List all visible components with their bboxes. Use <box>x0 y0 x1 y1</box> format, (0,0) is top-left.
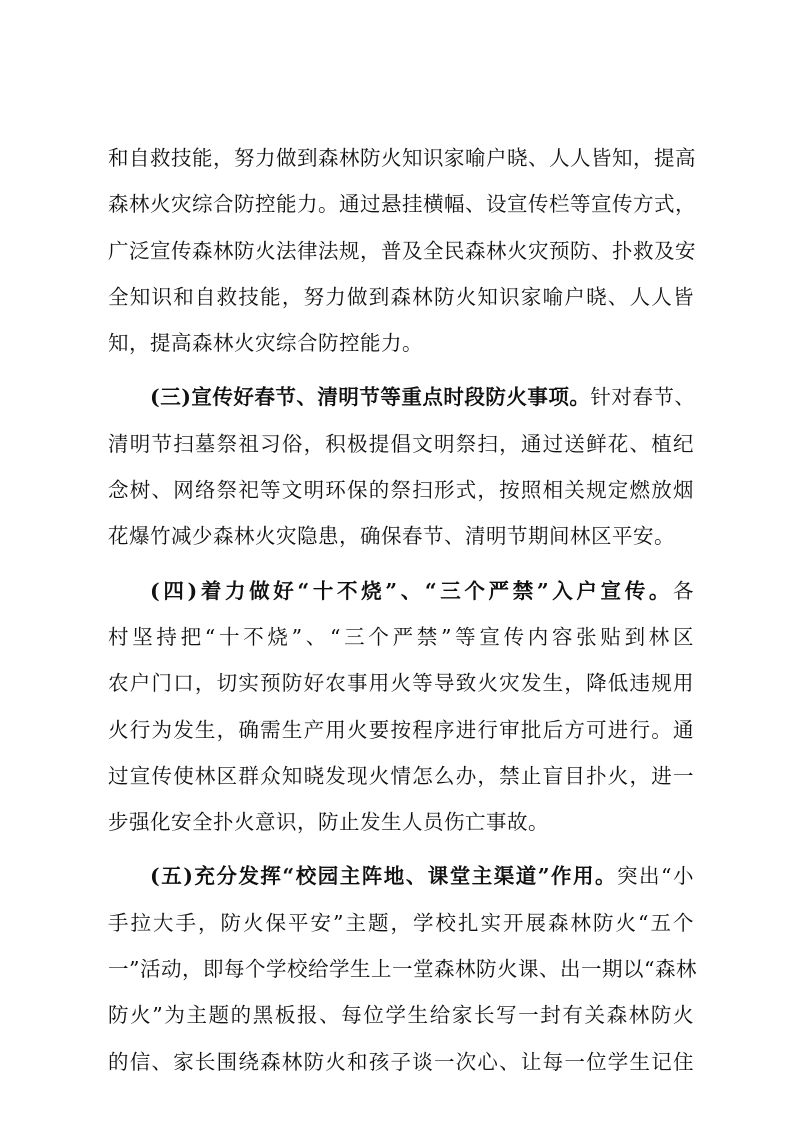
text-line: 村坚持把“十不烧”、“三个严禁”等宣传内容张贴到林区 <box>108 624 694 649</box>
text-line: 防火”为主题的黑板报、每位学生给家长写一封有关森林防火 <box>108 1003 694 1028</box>
document-page <box>108 135 697 1093</box>
text-line: 手拉大手，防火保平安”主题，学校扎实开展森林防火“五个 <box>108 910 694 935</box>
text-line: 花爆竹减少森林火灾隐患，确保春节、清明节期间林区平安。 <box>108 524 675 549</box>
paragraph-2 <box>108 374 694 559</box>
text-line: 广泛宣传森林防火法律法规，普及全民森林火灾预防、扑救及安 <box>108 238 696 263</box>
section-heading-5: (五)充分发挥“校园主阵地、课堂主渠道”作用。 <box>150 864 618 889</box>
text-line: 火行为发生，确需生产用火要按程序进行审批后方可进行。通 <box>108 717 694 742</box>
text-line: 农户门口，切实预防好农事用火等导致火灾发生，降低违规用 <box>108 671 694 696</box>
text-line: 全知识和自救技能，努力做到森林防火知识家喻户晓、人人皆 <box>108 284 694 309</box>
paragraph-4 <box>108 853 697 1084</box>
text-line: 一”活动，即每个学校给学生上一堂森林防火课、出一期以“森林 <box>108 957 697 982</box>
text-line: 过宣传使林区群众知晓发现火情怎么办，禁止盲目扑火，进一 <box>108 763 694 788</box>
paragraph-1 <box>108 135 694 366</box>
text-line <box>108 374 694 420</box>
text-line <box>108 568 694 614</box>
text-line <box>108 853 694 899</box>
text-line: 清明节扫墓祭祖习俗，积极提倡文明祭扫，通过送鲜花、植纪 <box>108 431 694 456</box>
text-run: 突出“小 <box>617 864 694 889</box>
text-run: 各 <box>673 578 694 603</box>
section-heading-4: (四)着力做好“十不烧”、“三个严禁”入户宣传。 <box>150 578 673 603</box>
text-line: 和自救技能，努力做到森林防火知识家喻户晓、人人皆知，提高 <box>108 146 696 170</box>
text-line: 知，提高森林火灾综合防控能力。 <box>108 331 423 356</box>
text-line: 念树、网络祭祀等文明环保的祭扫形式，按照相关规定燃放烟 <box>108 478 694 503</box>
text-line: 步强化安全扑火意识，防止发生人员伤亡事故。 <box>108 810 549 835</box>
text-line: 的信、家长围绕森林防火和孩子谈一次心、让每一位学生记住 <box>108 1049 694 1074</box>
section-heading-3: (三)宣传好春节、清明节等重点时段防火事项。 <box>150 385 591 410</box>
paragraph-3 <box>108 568 694 846</box>
text-run: 针对春节、 <box>590 385 696 410</box>
text-line: 森林火灾综合防控能力。通过悬挂横幅、设宣传栏等宣传方式， <box>108 192 696 217</box>
